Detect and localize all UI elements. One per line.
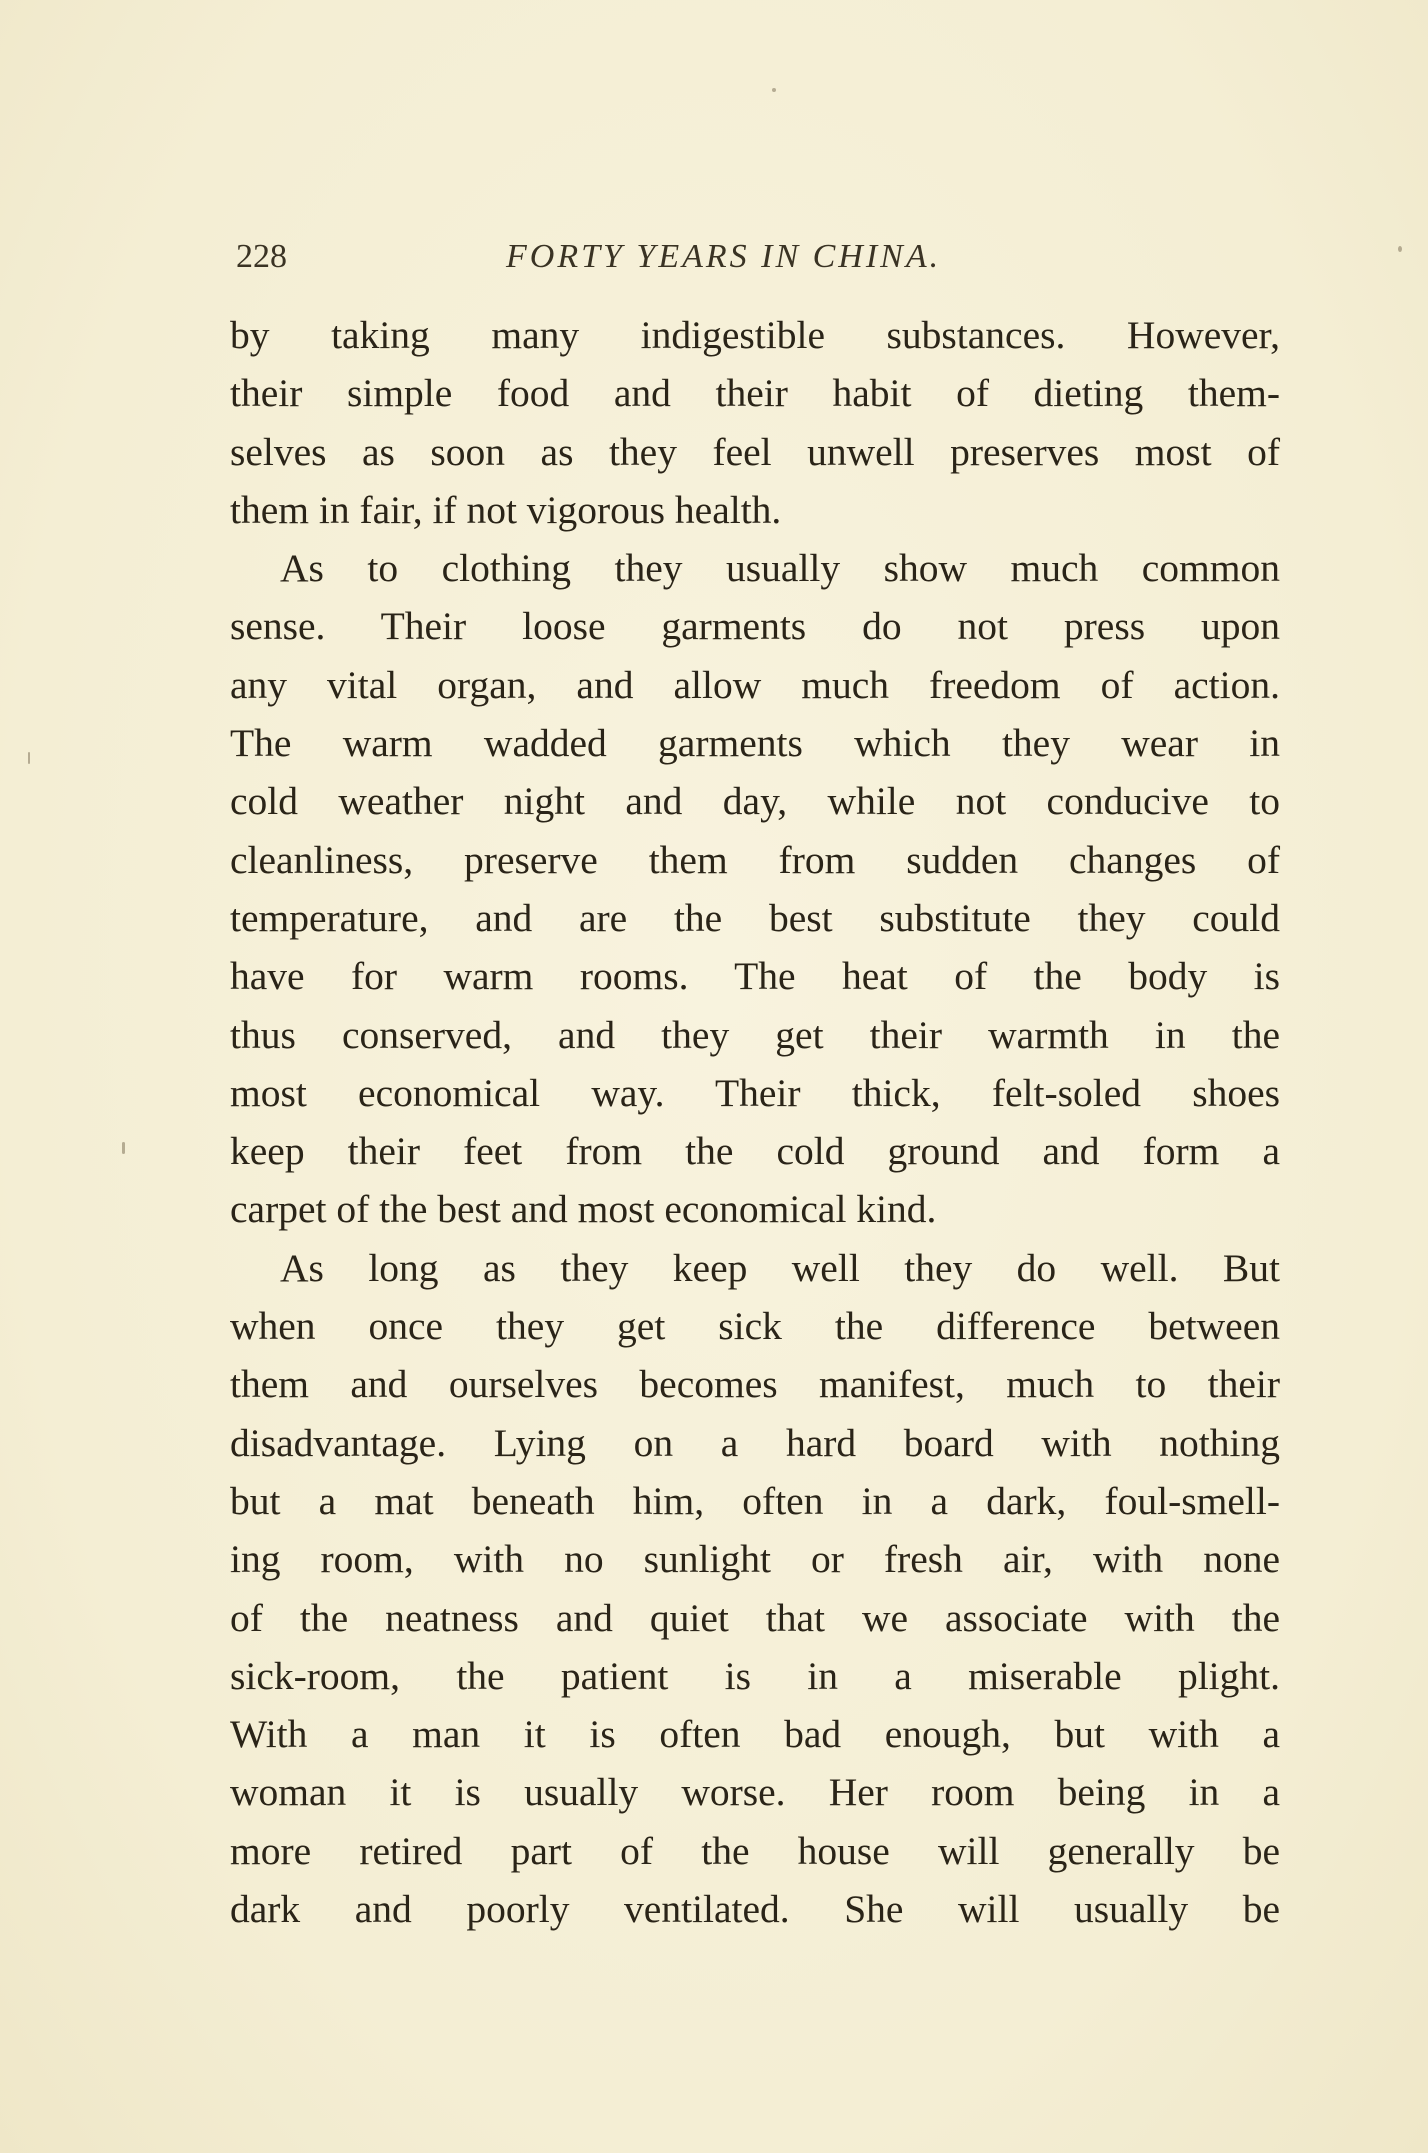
text-line: most economical way. Their thick, felt-soled shoes [230,1070,1280,1115]
paper-speck [1398,246,1402,252]
text-line: more retired part of the house will generally be [230,1828,1280,1873]
body-text [230,306,1280,1938]
text-line: cleanliness, preserve them from sudden changes of [230,837,1280,882]
text-line: selves as soon as they feel unwell preserves most of [230,429,1280,474]
text-line: woman it is usually worse. Her room being in a [230,1770,1280,1815]
text-line: but a mat beneath him, often in a dark, foul-smell- [230,1478,1280,1523]
text-line: The warm wadded garments which they wear in [230,721,1280,766]
text-line: As to clothing they usually show much common [280,546,1280,591]
paper-speck [122,1142,125,1154]
text-line: As long as they keep well they do well. But [280,1245,1280,1290]
text-line: of the neatness and quiet that we associate with the [230,1595,1280,1640]
page-header [236,238,996,288]
text-line: keep their feet from the cold ground and form a [230,1129,1280,1174]
text-line: disadvantage. Lying on a hard board with nothing [230,1420,1280,1465]
text-line: sick-room, the patient is in a miserable plight. [230,1653,1280,1698]
text-line: carpet of the best and most economical kind. [230,1187,937,1232]
text-line: thus conserved, and they get their warmth in the [230,1012,1280,1057]
text-line: cold weather night and day, while not conducive to [230,779,1280,824]
text-line: With a man it is often bad enough, but with a [230,1712,1280,1757]
text-line: when once they get sick the difference between [230,1304,1280,1349]
page-number: 228 [236,238,287,275]
text-line: ing room, with no sunlight or fresh air, with none [230,1537,1280,1582]
text-line: sense. Their loose garments do not press upon [230,604,1280,649]
text-line: their simple food and their habit of dieting them- [230,371,1280,416]
text-line: them in fair, if not vigorous health. [230,487,782,532]
text-line: temperature, and are the best substitute they could [230,895,1280,940]
text-line: them and ourselves becomes manifest, much to their [230,1362,1280,1407]
paper-speck [772,88,776,92]
text-line: have for warm rooms. The heat of the body is [230,954,1280,999]
text-line: by taking many indigestible substances. However, [230,313,1280,357]
text-line: any vital organ, and allow much freedom of action. [230,662,1280,707]
text-line: dark and poorly ventilated. She will usually be [230,1887,1280,1932]
running-title: FORTY YEARS IN CHINA. [506,238,942,275]
paper-speck [28,752,30,764]
